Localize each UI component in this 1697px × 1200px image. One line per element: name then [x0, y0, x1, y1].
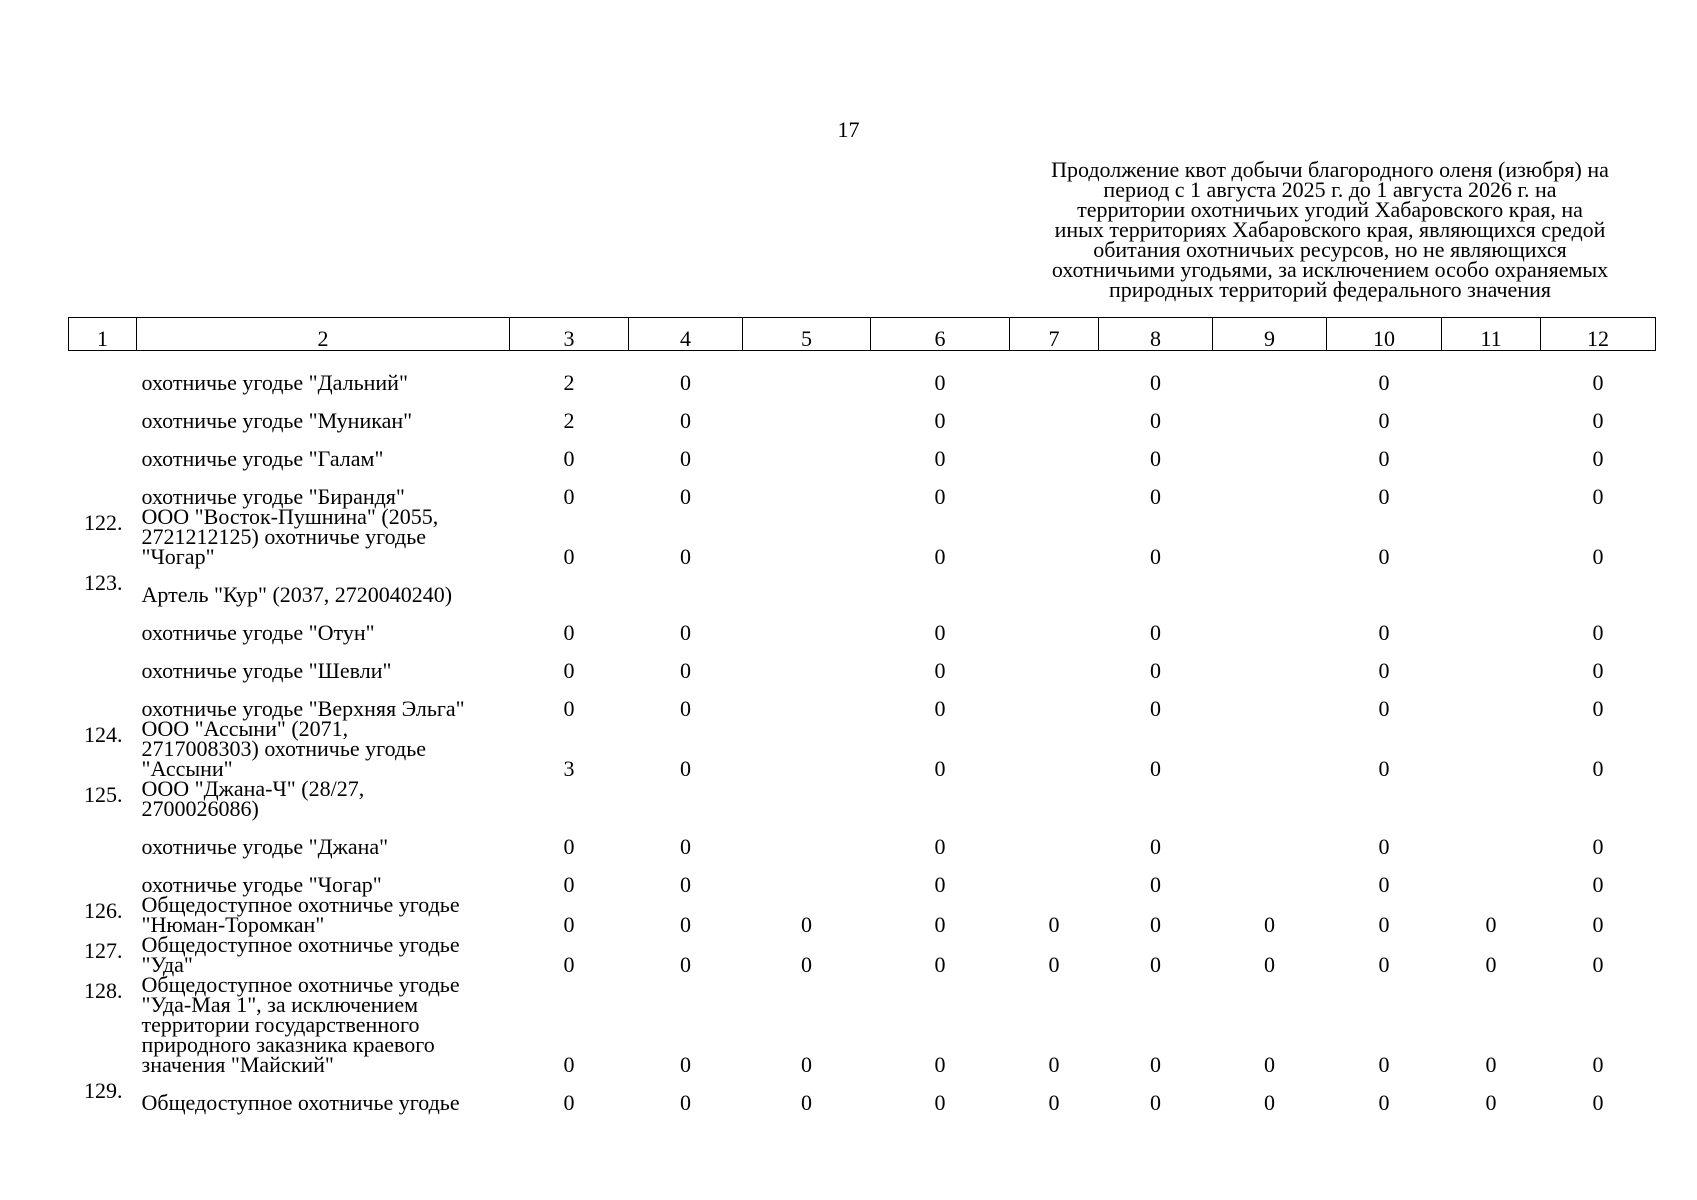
- quota-value: [1099, 779, 1213, 819]
- quota-value: 0: [1378, 370, 1390, 395]
- quota-value: [1442, 507, 1541, 567]
- quota-value: 0: [1150, 484, 1161, 509]
- name-line: 2717008303) охотничье угодье: [141, 736, 427, 761]
- name-line: ООО "Джана-Ч" (28/27,: [141, 776, 365, 801]
- quota-value: 2: [563, 408, 575, 433]
- quota-value: [743, 779, 871, 819]
- quota-value: 0: [1150, 872, 1161, 897]
- quota-value: 0: [934, 696, 946, 721]
- quota-value: [1010, 351, 1099, 394]
- quota-value: 0: [1150, 834, 1161, 859]
- row-number: 127.: [84, 938, 123, 963]
- quota-value: 0: [563, 912, 575, 937]
- quota-value: [1442, 681, 1541, 719]
- quota-value: 0: [1592, 756, 1604, 781]
- quota-value: [1213, 567, 1327, 605]
- quota-value: 0: [680, 1090, 691, 1115]
- hunting-ground-name: [137, 892, 510, 937]
- quota-value: [743, 857, 871, 895]
- quota-value: 0: [801, 1090, 812, 1115]
- name-line: Общедоступное охотничье угодье: [141, 972, 460, 997]
- table-row: [69, 469, 1656, 507]
- name-line: охотничье угодье "Муникан": [141, 408, 413, 433]
- quota-value: 0: [680, 446, 691, 471]
- quota-value: 0: [1264, 1052, 1275, 1077]
- row-number: [69, 681, 137, 719]
- quota-value: [1327, 779, 1442, 819]
- quota-value: 0: [801, 952, 812, 977]
- quota-value: 0: [1592, 1052, 1604, 1077]
- column-number: 4: [629, 318, 743, 351]
- name-line: ООО "Восток-Пушнина" (2055,: [141, 504, 439, 529]
- quota-value: [1213, 351, 1327, 394]
- name-line: 2721212125) охотничье угодье: [141, 524, 427, 549]
- name-line: ООО "Ассыни" (2071,: [141, 716, 349, 741]
- quota-value: 0: [1378, 756, 1390, 781]
- quota-value: 0: [680, 370, 691, 395]
- quota-value: 0: [934, 952, 946, 977]
- row-number: [69, 643, 137, 681]
- quota-value: [1213, 819, 1327, 857]
- hunting-ground-name: [137, 469, 510, 507]
- quota-value: [1442, 643, 1541, 681]
- quota-value: 0: [934, 658, 946, 683]
- quota-value: [1442, 351, 1541, 394]
- quota-value: 0: [1592, 446, 1604, 471]
- quota-value: 0: [680, 696, 691, 721]
- quota-value: 0: [1592, 370, 1604, 395]
- quota-value: [1213, 719, 1327, 779]
- quota-value: [1010, 643, 1099, 681]
- quota-value: 0: [563, 872, 575, 897]
- hunting-ground-name: [137, 932, 510, 977]
- column-number: 1: [69, 318, 137, 351]
- quota-value: [1213, 507, 1327, 567]
- hunting-ground-name: [137, 393, 510, 431]
- row-number: [69, 393, 137, 431]
- quota-value: 0: [1592, 696, 1604, 721]
- quota-value: 0: [934, 484, 946, 509]
- table-row: [69, 819, 1656, 857]
- row-number: [69, 819, 137, 857]
- quota-value: [629, 779, 743, 819]
- name-line: охотничье угодье "Галам": [141, 446, 384, 471]
- quota-value: [1442, 605, 1541, 643]
- column-number: 11: [1442, 318, 1541, 351]
- quota-value: [1442, 393, 1541, 431]
- quota-value: [743, 681, 871, 719]
- quota-value: 0: [1378, 408, 1390, 433]
- name-line: охотничье угодье "Чогар": [141, 872, 382, 897]
- quota-value: 0: [1378, 484, 1390, 509]
- quota-table: [68, 317, 1656, 1113]
- column-number: 8: [1099, 318, 1213, 351]
- quota-value: [743, 643, 871, 681]
- quota-value: 0: [1048, 1052, 1060, 1077]
- quota-value: [1010, 469, 1099, 507]
- quota-value: 0: [563, 620, 575, 645]
- name-line: Общедоступное охотничье угодье: [141, 932, 460, 957]
- quota-value: 0: [680, 756, 691, 781]
- quota-value: 0: [1150, 446, 1161, 471]
- quota-value: [1541, 779, 1656, 819]
- quota-value: 0: [1378, 446, 1390, 471]
- column-number: 12: [1541, 318, 1656, 351]
- quota-value: [871, 779, 1010, 819]
- quota-value: 0: [1378, 544, 1390, 569]
- quota-value: 0: [1378, 620, 1390, 645]
- quota-value: 3: [563, 756, 575, 781]
- quota-value: 0: [563, 834, 575, 859]
- quota-value: 0: [563, 696, 575, 721]
- table-row: [69, 351, 1656, 394]
- quota-value: [743, 351, 871, 394]
- hunting-ground-name: [137, 1075, 510, 1113]
- quota-value: [743, 393, 871, 431]
- table-caption: [1000, 157, 1660, 302]
- column-number: 7: [1010, 318, 1099, 351]
- quota-value: 0: [1485, 912, 1497, 937]
- quota-value: 0: [1378, 1090, 1390, 1115]
- table-row: [69, 1075, 1656, 1113]
- quota-value: 0: [680, 408, 691, 433]
- quota-value: 0: [680, 1052, 691, 1077]
- quota-value: 0: [934, 912, 946, 937]
- caption-line: иных территориях Хабаровского края, являющихся средой: [1054, 217, 1606, 242]
- quota-value: 0: [1150, 912, 1161, 937]
- quota-value: [871, 567, 1010, 605]
- quota-value: 0: [1048, 952, 1060, 977]
- quota-value: 0: [1150, 1052, 1161, 1077]
- quota-value: [1099, 567, 1213, 605]
- quota-value: [1442, 719, 1541, 779]
- hunting-ground-name: [137, 351, 510, 394]
- quota-value: [1213, 605, 1327, 643]
- table-row: [69, 643, 1656, 681]
- row-number: 125.: [84, 782, 123, 807]
- quota-value: 0: [1150, 1090, 1161, 1115]
- row-number: 124.: [84, 722, 123, 747]
- quota-value: 0: [934, 408, 946, 433]
- quota-value: 0: [680, 834, 691, 859]
- name-line: охотничье угодье "Джана": [141, 834, 389, 859]
- quota-value: 0: [1264, 1090, 1275, 1115]
- quota-value: 0: [1150, 408, 1161, 433]
- name-line: Общедоступное охотничье угодье: [141, 1090, 460, 1115]
- caption-line: Продолжение квот добычи благородного оленя (изюбря) на: [1051, 157, 1609, 182]
- quota-value: 0: [934, 544, 946, 569]
- quota-value: 2: [563, 370, 575, 395]
- quota-value: 0: [680, 544, 691, 569]
- quota-value: 0: [801, 1052, 812, 1077]
- quota-value: 0: [1592, 620, 1604, 645]
- quota-value: 0: [1485, 952, 1497, 977]
- quota-value: 0: [1592, 658, 1604, 683]
- row-number: 129.: [84, 1078, 123, 1103]
- caption-line: обитания охотничьих ресурсов, но не являющихся: [1093, 237, 1567, 262]
- hunting-ground-name: [137, 776, 510, 821]
- column-number: 5: [743, 318, 871, 351]
- quota-value: 0: [934, 1090, 946, 1115]
- quota-value: 0: [1592, 408, 1604, 433]
- quota-value: [743, 567, 871, 605]
- quota-value: 0: [1048, 912, 1060, 937]
- quota-value: [1213, 779, 1327, 819]
- quota-value: [1442, 567, 1541, 605]
- quota-value: [743, 469, 871, 507]
- quota-value: 0: [934, 834, 946, 859]
- name-line: территории государственного: [141, 1012, 420, 1037]
- column-number: 10: [1327, 318, 1442, 351]
- quota-value: [1213, 681, 1327, 719]
- name-line: охотничье угодье "Шевли": [141, 658, 392, 683]
- quota-value: 0: [680, 872, 691, 897]
- table-row: [69, 895, 1656, 935]
- quota-value: [1010, 681, 1099, 719]
- column-number: 3: [510, 318, 629, 351]
- quota-value: [743, 819, 871, 857]
- quota-value: 0: [1592, 1090, 1604, 1115]
- name-line: Общедоступное охотничье угодье: [141, 892, 460, 917]
- quota-value: 0: [680, 952, 691, 977]
- quota-value: [1213, 431, 1327, 469]
- page-number: 17: [837, 117, 860, 142]
- quota-value: [1010, 779, 1099, 819]
- caption-line: охотничьими угодьями, за исключением особо охраняемых: [1051, 257, 1609, 282]
- quota-value: 0: [934, 756, 946, 781]
- quota-value: [1541, 567, 1656, 605]
- quota-value: [1010, 393, 1099, 431]
- quota-value: [1010, 567, 1099, 605]
- quota-value: 0: [563, 484, 575, 509]
- hunting-ground-name: [137, 972, 510, 1077]
- row-number: [69, 351, 137, 394]
- quota-value: 0: [1378, 658, 1390, 683]
- quota-value: 0: [934, 1052, 946, 1077]
- row-number: 128.: [84, 978, 123, 1003]
- table-row: [69, 935, 1656, 975]
- quota-value: [1010, 507, 1099, 567]
- quota-value: [629, 567, 743, 605]
- quota-value: 0: [563, 1052, 575, 1077]
- quota-value: 0: [1378, 912, 1390, 937]
- quota-value: 0: [1592, 912, 1604, 937]
- quota-value: [1442, 431, 1541, 469]
- name-line: "Ассыни": [141, 756, 233, 781]
- row-number: 126.: [84, 898, 123, 923]
- name-line: "Уда": [141, 952, 193, 977]
- quota-value: 0: [1592, 952, 1604, 977]
- table-row: [69, 975, 1656, 1075]
- quota-value: [743, 507, 871, 567]
- quota-value: [1442, 469, 1541, 507]
- quota-value: 0: [1592, 834, 1604, 859]
- column-number: 6: [871, 318, 1010, 351]
- quota-value: 0: [801, 912, 812, 937]
- column-number: 9: [1213, 318, 1327, 351]
- quota-value: [1442, 779, 1541, 819]
- hunting-ground-name: [137, 504, 510, 569]
- quota-value: 0: [1264, 952, 1275, 977]
- quota-value: 0: [1485, 1052, 1497, 1077]
- quota-value: 0: [1592, 544, 1604, 569]
- quota-value: 0: [563, 446, 575, 471]
- quota-value: 0: [1485, 1090, 1497, 1115]
- column-number: 2: [137, 318, 510, 351]
- quota-value: [1213, 469, 1327, 507]
- quota-value: 0: [680, 658, 691, 683]
- row-number: [69, 605, 137, 643]
- name-line: 2700026086): [141, 796, 259, 821]
- row-number: [69, 431, 137, 469]
- name-line: охотничье угодье "Верхняя Эльга": [141, 696, 465, 721]
- quota-value: [1010, 431, 1099, 469]
- name-line: охотничье угодье "Дальний": [141, 370, 408, 395]
- hunting-ground-name: [137, 605, 510, 643]
- caption-line: природных территорий федерального значения: [1109, 277, 1551, 302]
- quota-value: [1213, 393, 1327, 431]
- quota-value: [743, 431, 871, 469]
- quota-value: 0: [1150, 756, 1161, 781]
- name-line: "Чогар": [141, 544, 215, 569]
- quota-value: [1213, 643, 1327, 681]
- quota-value: [1010, 857, 1099, 895]
- quota-value: [1213, 857, 1327, 895]
- table-row: [69, 393, 1656, 431]
- hunting-ground-name: [137, 857, 510, 895]
- name-line: "Уда-Мая 1", за исключением: [141, 992, 419, 1017]
- quota-value: [1327, 567, 1442, 605]
- quota-value: 0: [934, 872, 946, 897]
- quota-value: 0: [563, 952, 575, 977]
- hunting-ground-name: [137, 431, 510, 469]
- quota-value: 0: [1592, 484, 1604, 509]
- quota-value: [1442, 819, 1541, 857]
- quota-value: 0: [680, 620, 691, 645]
- table-row: [69, 857, 1656, 895]
- quota-value: 0: [1378, 952, 1390, 977]
- hunting-ground-name: [137, 567, 510, 605]
- hunting-ground-name: [137, 643, 510, 681]
- quota-value: 0: [1592, 872, 1604, 897]
- quota-value: [1442, 857, 1541, 895]
- row-number: [69, 469, 137, 507]
- quota-value: 0: [1264, 912, 1275, 937]
- table-body: [69, 351, 1656, 1114]
- quota-value: 0: [1378, 872, 1390, 897]
- name-line: значения "Майский": [141, 1052, 334, 1077]
- name-line: "Нюман-Торомкан": [141, 912, 325, 937]
- name-line: природного заказника краевого: [141, 1032, 435, 1057]
- table-row: [69, 431, 1656, 469]
- quota-value: 0: [1150, 370, 1161, 395]
- hunting-ground-name: [137, 819, 510, 857]
- quota-value: 0: [563, 544, 575, 569]
- name-line: Артель "Кур" (2037, 2720040240): [141, 582, 453, 607]
- column-number-row: [69, 318, 1656, 351]
- table-row: [69, 507, 1656, 567]
- hunting-ground-name: [137, 716, 510, 781]
- caption-line: период с 1 августа 2025 г. до 1 августа 2026 г. на: [1103, 177, 1557, 202]
- quota-value: 0: [563, 1090, 575, 1115]
- quota-value: 0: [1048, 1090, 1060, 1115]
- quota-value: 0: [1150, 696, 1161, 721]
- caption-line: территории охотничьих угодий Хабаровского края, на: [1077, 197, 1583, 222]
- hunting-ground-name: [137, 681, 510, 719]
- name-line: охотничье угодье "Бирандя": [141, 484, 405, 509]
- quota-value: [1010, 605, 1099, 643]
- table-row: [69, 719, 1656, 779]
- row-number: [69, 857, 137, 895]
- quota-value: 0: [934, 446, 946, 471]
- quota-value: 0: [934, 370, 946, 395]
- row-number: 122.: [84, 510, 123, 535]
- quota-value: [510, 567, 629, 605]
- quota-value: 0: [1150, 544, 1161, 569]
- quota-value: 0: [1150, 620, 1161, 645]
- table-row: [69, 779, 1656, 819]
- quota-value: [1010, 719, 1099, 779]
- quota-value: [1010, 819, 1099, 857]
- quota-value: 0: [1378, 1052, 1390, 1077]
- name-line: охотничье угодье "Отун": [141, 620, 375, 645]
- table-row: [69, 567, 1656, 605]
- quota-value: 0: [563, 658, 575, 683]
- quota-value: 0: [1150, 952, 1161, 977]
- quota-value: 0: [1378, 834, 1390, 859]
- table-row: [69, 681, 1656, 719]
- quota-value: [743, 605, 871, 643]
- quota-value: 0: [934, 620, 946, 645]
- quota-value: 0: [680, 912, 691, 937]
- table-row: [69, 605, 1656, 643]
- quota-value: [510, 779, 629, 819]
- quota-value: 0: [1150, 658, 1161, 683]
- row-number: 123.: [84, 570, 123, 595]
- quota-value: 0: [680, 484, 691, 509]
- quota-value: 0: [1378, 696, 1390, 721]
- quota-value: [743, 719, 871, 779]
